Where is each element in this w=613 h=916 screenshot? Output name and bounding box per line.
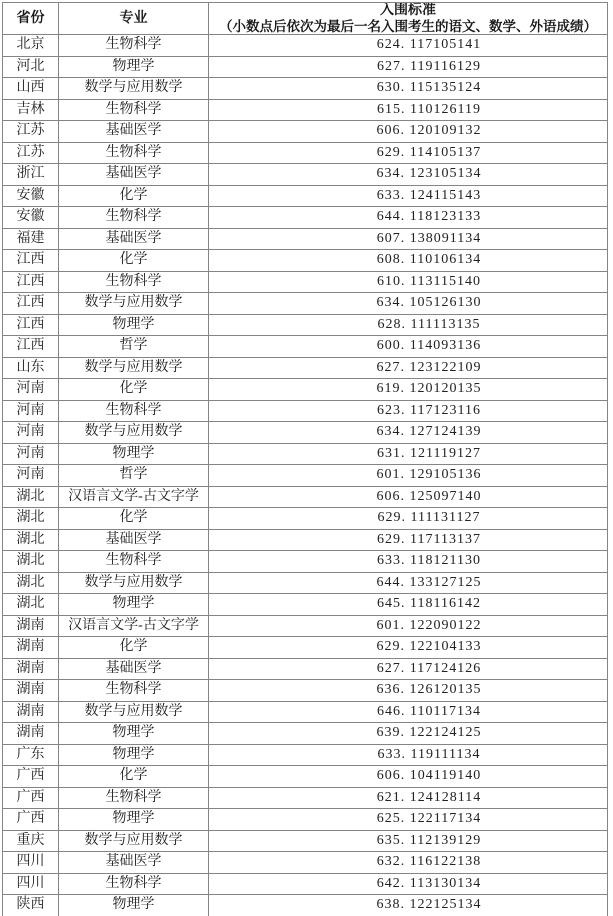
- province-cell: 四川: [3, 873, 59, 895]
- score-cell: 645. 118116142: [209, 594, 608, 616]
- province-cell: 山西: [3, 78, 59, 100]
- table-row: [3, 744, 608, 766]
- score-cell: 632. 116122138: [209, 852, 608, 874]
- col-header-standard-note: （小数点后依次为最后一名入围考生的语文、数学、外语成绩）: [219, 19, 597, 34]
- province-cell: 湖北: [3, 529, 59, 551]
- score-cell: 634. 123105134: [209, 164, 608, 186]
- province-cell: 江西: [3, 293, 59, 315]
- major-cell: 物理学: [59, 56, 209, 78]
- score-cell: 634. 127124139: [209, 422, 608, 444]
- col-header-province: 省份: [3, 3, 59, 35]
- score-cell: 608. 110106134: [209, 250, 608, 272]
- major-cell: 汉语言文学-古文字学: [59, 615, 209, 637]
- table-row: [3, 357, 608, 379]
- major-cell: 基础医学: [59, 658, 209, 680]
- table-row: [3, 56, 608, 78]
- major-cell: 基础医学: [59, 529, 209, 551]
- table-row: [3, 35, 608, 57]
- province-cell: 江西: [3, 314, 59, 336]
- table-row: [3, 314, 608, 336]
- major-cell: 基础医学: [59, 852, 209, 874]
- score-cell: 606. 125097140: [209, 486, 608, 508]
- major-cell: 化学: [59, 379, 209, 401]
- score-cell: 644. 133127125: [209, 572, 608, 594]
- table-row: [3, 766, 608, 788]
- province-cell: 湖南: [3, 701, 59, 723]
- table-row: [3, 551, 608, 573]
- major-cell: 物理学: [59, 723, 209, 745]
- province-cell: 吉林: [3, 99, 59, 121]
- table-row: [3, 723, 608, 745]
- major-cell: 物理学: [59, 809, 209, 831]
- province-cell: 江西: [3, 271, 59, 293]
- major-cell: 化学: [59, 637, 209, 659]
- province-cell: 江苏: [3, 142, 59, 164]
- major-cell: 生物科学: [59, 400, 209, 422]
- table-row: [3, 658, 608, 680]
- province-cell: 广西: [3, 766, 59, 788]
- score-cell: 634. 105126130: [209, 293, 608, 315]
- table-row: [3, 873, 608, 895]
- table-row: [3, 293, 608, 315]
- score-cell: 644. 118123133: [209, 207, 608, 229]
- score-cell: 615. 110126119: [209, 99, 608, 121]
- score-cell: 610. 113115140: [209, 271, 608, 293]
- score-cell: 629. 111131127: [209, 508, 608, 530]
- score-cell: 631. 121119127: [209, 443, 608, 465]
- province-cell: 福建: [3, 228, 59, 250]
- score-cell: 629. 114105137: [209, 142, 608, 164]
- province-cell: 河南: [3, 379, 59, 401]
- score-cell: 619. 120120135: [209, 379, 608, 401]
- score-cell: 606. 120109132: [209, 121, 608, 143]
- table-row: [3, 594, 608, 616]
- province-cell: 湖北: [3, 594, 59, 616]
- province-cell: 河南: [3, 465, 59, 487]
- table-row: [3, 78, 608, 100]
- score-cell: 633. 119111134: [209, 744, 608, 766]
- major-cell: 哲学: [59, 465, 209, 487]
- major-cell: 化学: [59, 508, 209, 530]
- major-cell: 生物科学: [59, 680, 209, 702]
- province-cell: 江苏: [3, 121, 59, 143]
- province-cell: 重庆: [3, 830, 59, 852]
- admission-standards-table: [2, 2, 608, 916]
- major-cell: 基础医学: [59, 164, 209, 186]
- table-row: [3, 615, 608, 637]
- province-cell: 湖南: [3, 680, 59, 702]
- table-row: [3, 336, 608, 358]
- province-cell: 湖南: [3, 658, 59, 680]
- major-cell: 哲学: [59, 336, 209, 358]
- major-cell: 物理学: [59, 314, 209, 336]
- score-cell: 636. 126120135: [209, 680, 608, 702]
- table-row: [3, 164, 608, 186]
- major-cell: 数学与应用数学: [59, 78, 209, 100]
- major-cell: 生物科学: [59, 207, 209, 229]
- table-row: [3, 895, 608, 916]
- province-cell: 安徽: [3, 207, 59, 229]
- province-cell: 河北: [3, 56, 59, 78]
- score-cell: 601. 122090122: [209, 615, 608, 637]
- province-cell: 湖南: [3, 615, 59, 637]
- table-row: [3, 99, 608, 121]
- score-cell: 621. 124128114: [209, 787, 608, 809]
- score-cell: 629. 117113137: [209, 529, 608, 551]
- province-cell: 北京: [3, 35, 59, 57]
- score-cell: 630. 115135124: [209, 78, 608, 100]
- table-row: [3, 250, 608, 272]
- table-row: [3, 701, 608, 723]
- province-cell: 湖北: [3, 572, 59, 594]
- major-cell: 数学与应用数学: [59, 293, 209, 315]
- major-cell: 基础医学: [59, 121, 209, 143]
- score-cell: 625. 122117134: [209, 809, 608, 831]
- score-cell: 600. 114093136: [209, 336, 608, 358]
- province-cell: 湖南: [3, 637, 59, 659]
- table-row: [3, 486, 608, 508]
- score-cell: 607. 138091134: [209, 228, 608, 250]
- score-cell: 642. 113130134: [209, 873, 608, 895]
- province-cell: 广西: [3, 809, 59, 831]
- table-row: [3, 379, 608, 401]
- table-row: [3, 121, 608, 143]
- score-cell: 633. 118121130: [209, 551, 608, 573]
- score-cell: 629. 122104133: [209, 637, 608, 659]
- table-row: [3, 830, 608, 852]
- province-cell: 河南: [3, 422, 59, 444]
- table-row: [3, 443, 608, 465]
- major-cell: 物理学: [59, 895, 209, 916]
- col-header-major: 专业: [59, 3, 209, 35]
- table-row: [3, 529, 608, 551]
- score-cell: 628. 111113135: [209, 314, 608, 336]
- table-row: [3, 572, 608, 594]
- major-cell: 数学与应用数学: [59, 357, 209, 379]
- major-cell: 数学与应用数学: [59, 830, 209, 852]
- province-cell: 湖北: [3, 551, 59, 573]
- major-cell: 化学: [59, 766, 209, 788]
- major-cell: 生物科学: [59, 142, 209, 164]
- major-cell: 数学与应用数学: [59, 422, 209, 444]
- score-cell: 601. 129105136: [209, 465, 608, 487]
- table-row: [3, 228, 608, 250]
- table-row: [3, 787, 608, 809]
- major-cell: 汉语言文学-古文字学: [59, 486, 209, 508]
- province-cell: 广东: [3, 744, 59, 766]
- province-cell: 湖北: [3, 486, 59, 508]
- table-row: [3, 809, 608, 831]
- major-cell: 数学与应用数学: [59, 572, 209, 594]
- major-cell: 物理学: [59, 594, 209, 616]
- table-row: [3, 271, 608, 293]
- major-cell: 化学: [59, 250, 209, 272]
- score-cell: 633. 124115143: [209, 185, 608, 207]
- province-cell: 江西: [3, 336, 59, 358]
- col-header-standard: [209, 3, 608, 35]
- major-cell: 生物科学: [59, 787, 209, 809]
- score-cell: 638. 122125134: [209, 895, 608, 916]
- major-cell: 生物科学: [59, 873, 209, 895]
- table-body: [3, 35, 608, 916]
- score-cell: 627. 117124126: [209, 658, 608, 680]
- table-row: [3, 465, 608, 487]
- major-cell: 化学: [59, 185, 209, 207]
- province-cell: 山东: [3, 357, 59, 379]
- score-cell: 623. 117123116: [209, 400, 608, 422]
- score-cell: 627. 119116129: [209, 56, 608, 78]
- score-cell: 646. 110117134: [209, 701, 608, 723]
- table-row: [3, 852, 608, 874]
- province-cell: 陕西: [3, 895, 59, 916]
- table-row: [3, 185, 608, 207]
- table-row: [3, 422, 608, 444]
- major-cell: 物理学: [59, 443, 209, 465]
- major-cell: 生物科学: [59, 99, 209, 121]
- province-cell: 河南: [3, 400, 59, 422]
- major-cell: 物理学: [59, 744, 209, 766]
- score-cell: 635. 112139129: [209, 830, 608, 852]
- table-row: [3, 508, 608, 530]
- province-cell: 湖北: [3, 508, 59, 530]
- province-cell: 江西: [3, 250, 59, 272]
- header-row: [3, 3, 608, 35]
- major-cell: 生物科学: [59, 271, 209, 293]
- score-cell: 627. 123122109: [209, 357, 608, 379]
- province-cell: 广西: [3, 787, 59, 809]
- score-cell: 624. 117105141: [209, 35, 608, 57]
- table-row: [3, 207, 608, 229]
- table-row: [3, 142, 608, 164]
- score-cell: 639. 122124125: [209, 723, 608, 745]
- table-row: [3, 400, 608, 422]
- major-cell: 生物科学: [59, 551, 209, 573]
- col-header-standard-title: 入围标准: [380, 3, 436, 18]
- table-header: [3, 3, 608, 35]
- table-row: [3, 637, 608, 659]
- province-cell: 浙江: [3, 164, 59, 186]
- province-cell: 安徽: [3, 185, 59, 207]
- major-cell: 基础医学: [59, 228, 209, 250]
- score-cell: 606. 104119140: [209, 766, 608, 788]
- province-cell: 河南: [3, 443, 59, 465]
- province-cell: 湖南: [3, 723, 59, 745]
- province-cell: 四川: [3, 852, 59, 874]
- major-cell: 生物科学: [59, 35, 209, 57]
- table-row: [3, 680, 608, 702]
- major-cell: 数学与应用数学: [59, 701, 209, 723]
